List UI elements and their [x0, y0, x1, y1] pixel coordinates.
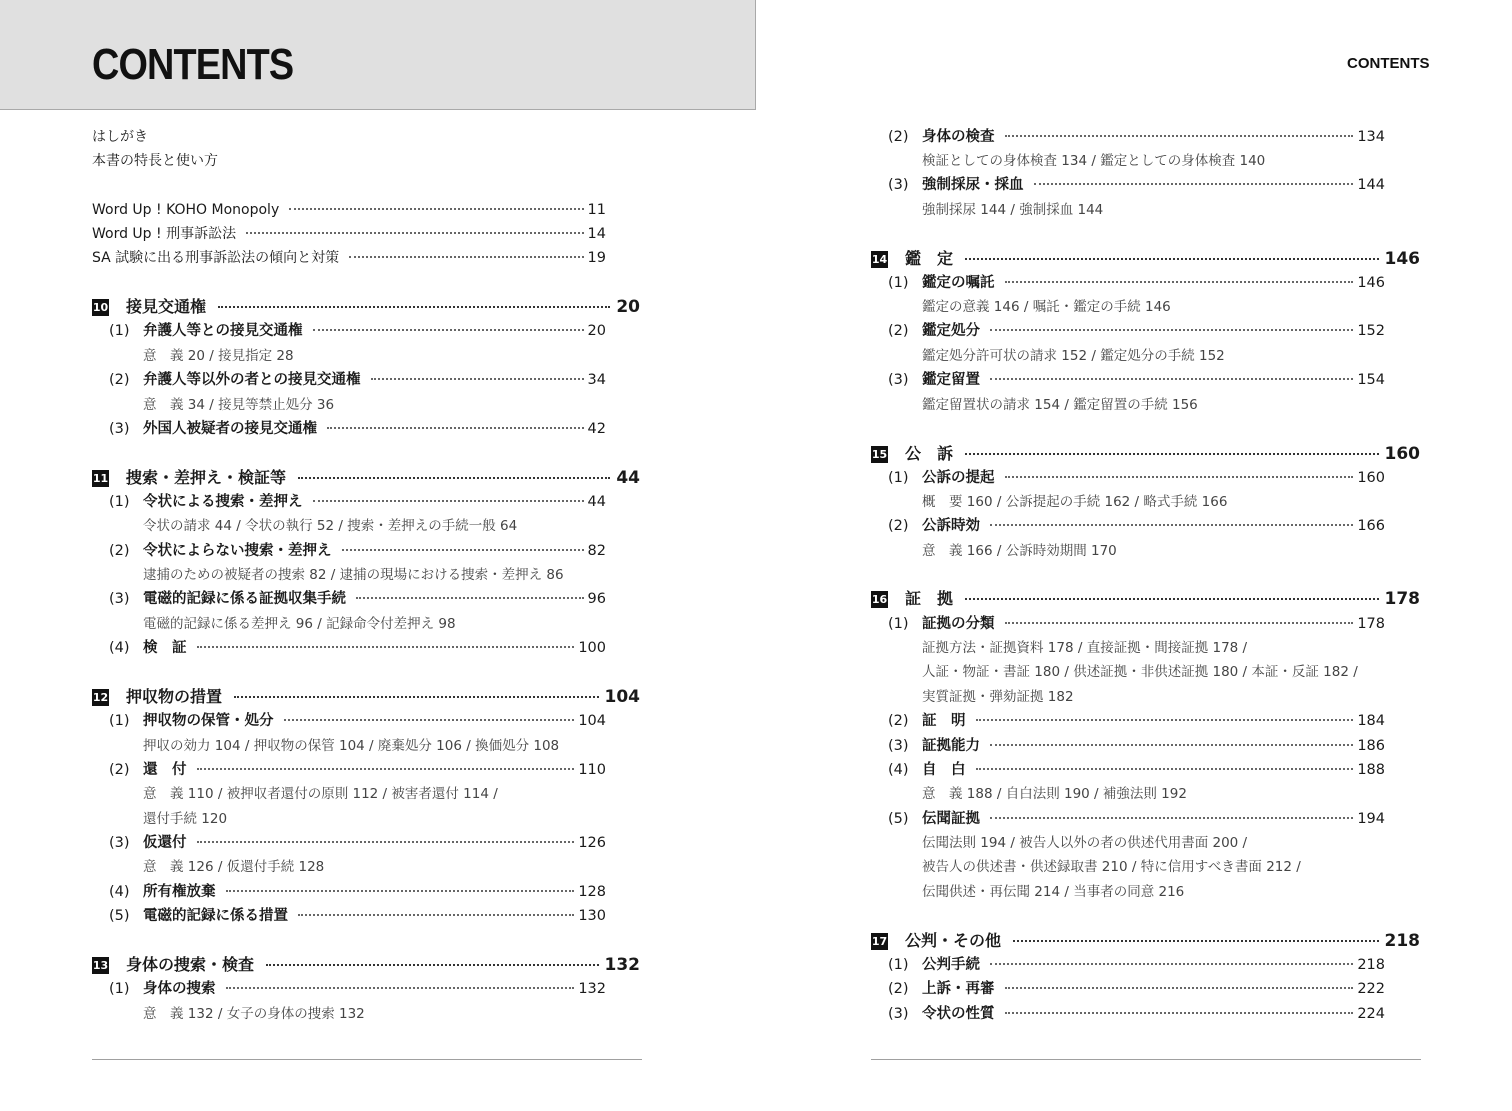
leader-dots	[1005, 281, 1354, 283]
section-entry[interactable]	[109, 587, 606, 611]
section-number: (3)	[109, 421, 130, 437]
leader-dots	[342, 549, 584, 551]
subsection-list: 鑑定処分許可状の請求 152 / 鑑定処分の手続 152	[922, 348, 1225, 364]
footer-rule-right	[871, 1059, 1421, 1060]
section-title: 公訴時効	[922, 518, 980, 534]
page-number: 130	[578, 908, 606, 924]
chapter-number-badge: 13	[92, 958, 109, 972]
leader-dots	[313, 329, 584, 331]
section-number: (5)	[109, 908, 130, 924]
page-number: 218	[1384, 931, 1420, 951]
page-number: 146	[1384, 249, 1420, 269]
section-entry[interactable]	[888, 368, 1385, 392]
section-number: (3)	[109, 591, 130, 607]
chapter-number-badge: 16	[871, 592, 888, 606]
page-number: 11	[587, 202, 606, 218]
page-number: 152	[1357, 323, 1385, 339]
leader-dots	[349, 256, 583, 258]
leader-dots	[327, 427, 584, 429]
section-entry[interactable]	[109, 417, 606, 441]
section-title: 押収物の保管・処分	[143, 713, 274, 729]
section-number: (3)	[109, 835, 130, 851]
section-title: 証拠の分類	[922, 616, 995, 632]
section-title: 自 白	[922, 762, 966, 778]
toc-front-item[interactable]	[92, 198, 606, 222]
section-entry[interactable]	[888, 734, 1385, 758]
leader-dots	[313, 500, 584, 502]
subsection-list: 鑑定留置状の請求 154 / 鑑定留置の手続 156	[922, 397, 1198, 413]
subsection-list: 強制採尿 144 / 強制採血 144	[922, 202, 1104, 218]
toc-front-item[interactable]	[92, 246, 606, 270]
section-title: 所有権放棄	[143, 884, 216, 900]
page-number: 132	[578, 981, 606, 997]
leader-dots	[284, 719, 575, 721]
leader-dots	[1013, 940, 1378, 942]
section-entry[interactable]	[109, 636, 606, 660]
page-number: 19	[587, 250, 606, 266]
chapter-title: 公判・その他	[905, 931, 1002, 950]
section-entry[interactable]	[888, 758, 1385, 782]
leader-dots	[965, 598, 1378, 600]
chapter-number-badge: 10	[92, 300, 109, 314]
section-entry[interactable]	[888, 953, 1385, 977]
leader-dots	[1005, 476, 1354, 478]
section-entry[interactable]	[888, 977, 1385, 1001]
chapter-title: 身体の捜索・検査	[126, 955, 255, 974]
section-title: 身体の捜索	[143, 981, 216, 997]
page-number: 166	[1357, 518, 1385, 534]
leader-dots	[990, 329, 1353, 331]
chapter-title: 接見交通権	[126, 297, 207, 316]
page-number: 44	[616, 468, 640, 488]
section-entry[interactable]	[109, 880, 606, 904]
page-number: 132	[604, 955, 640, 975]
section-title: 令状の性質	[922, 1006, 995, 1022]
leader-dots	[289, 208, 583, 210]
section-number: (1)	[109, 323, 130, 339]
subsection-list: 概 要 160 / 公訴提起の手続 162 / 略式手続 166	[922, 494, 1228, 510]
section-entry[interactable]	[888, 271, 1385, 295]
leader-dots	[976, 719, 1354, 721]
leader-dots	[990, 524, 1353, 526]
page-number: 160	[1357, 470, 1385, 486]
page-number: 144	[1357, 177, 1385, 193]
section-title: 弁護人等以外の者との接見交通権	[143, 372, 361, 388]
section-number: (4)	[888, 762, 909, 778]
section-title: 還 付	[143, 762, 187, 778]
subsection-list: 意 義 34 / 接見等禁止処分 36	[143, 397, 335, 413]
page-number: 160	[1384, 444, 1420, 464]
section-entry[interactable]	[888, 125, 1385, 149]
leader-dots	[298, 914, 574, 916]
subsection-list: 意 義 20 / 接見指定 28	[143, 348, 294, 364]
leader-dots	[990, 378, 1353, 380]
subsection-list: 鑑定の意義 146 / 嘱託・鑑定の手続 146	[922, 299, 1171, 315]
section-entry[interactable]	[109, 977, 606, 1001]
section-title: 身体の検査	[922, 129, 995, 145]
subsection-list: 押収の効力 104 / 押収物の保管 104 / 廃棄処分 106 / 換価処分 108	[143, 738, 560, 754]
leader-dots	[965, 258, 1378, 260]
chapter-title: 公 訴	[905, 444, 954, 463]
section-entry[interactable]	[109, 758, 606, 782]
section-title: 鑑定の嘱託	[922, 275, 995, 291]
section-entry[interactable]	[109, 319, 606, 343]
section-entry[interactable]	[109, 904, 606, 928]
chapter-title: 捜索・差押え・検証等	[126, 468, 287, 487]
page-number: 128	[578, 884, 606, 900]
page-number: 178	[1357, 616, 1385, 632]
page-number: 100	[578, 640, 606, 656]
section-number: (2)	[888, 323, 909, 339]
chapter-heading[interactable]	[92, 295, 640, 319]
section-number: (3)	[888, 372, 909, 388]
section-number: (2)	[888, 518, 909, 534]
section-entry[interactable]	[888, 319, 1385, 343]
section-title: 電磁的記録に係る措置	[143, 908, 288, 924]
leader-dots	[266, 964, 598, 966]
leader-dots	[226, 890, 575, 892]
section-title: 検 証	[143, 640, 187, 656]
leader-dots	[246, 232, 583, 234]
page-number: 96	[587, 591, 606, 607]
page-number: 154	[1357, 372, 1385, 388]
page-number: 146	[1357, 275, 1385, 291]
subsection-list: 意 義 188 / 自白法則 190 / 補強法則 192	[922, 786, 1187, 802]
page-number: 194	[1357, 811, 1385, 827]
page-number: 20	[616, 297, 640, 317]
chapter-heading[interactable]	[871, 247, 1420, 271]
section-number: (2)	[888, 981, 909, 997]
page-number: 126	[578, 835, 606, 851]
section-title: 外国人被疑者の接見交通権	[143, 421, 317, 437]
subsection-list: 伝聞供述・再伝聞 214 / 当事者の同意 216	[922, 884, 1185, 900]
section-title: 令状による捜索・差押え	[143, 494, 303, 510]
page-number: 134	[1357, 129, 1385, 145]
section-title: 公判手続	[922, 957, 980, 973]
chapter-number-badge: 12	[92, 690, 109, 704]
leader-dots	[1005, 622, 1354, 624]
footer-rule-left	[92, 1059, 642, 1060]
section-entry[interactable]	[888, 173, 1385, 197]
section-number: (1)	[109, 713, 130, 729]
section-number: (1)	[888, 275, 909, 291]
leader-dots	[990, 744, 1353, 746]
page-number: 218	[1357, 957, 1385, 973]
section-title: 上訴・再審	[922, 981, 995, 997]
leader-dots	[356, 597, 584, 599]
section-number: (2)	[109, 762, 130, 778]
section-entry[interactable]	[888, 612, 1385, 636]
page-number: 20	[587, 323, 606, 339]
leader-dots	[197, 841, 575, 843]
section-title: 令状によらない捜索・差押え	[143, 543, 332, 559]
front-item-title: SA 試験に出る刑事訴訟法の傾向と対策	[92, 250, 340, 266]
section-entry[interactable]	[109, 831, 606, 855]
chapter-heading[interactable]	[92, 685, 640, 709]
section-title: 証 明	[922, 713, 966, 729]
section-entry[interactable]	[109, 368, 606, 392]
page-number: 178	[1384, 589, 1420, 609]
section-title: 公訴の提起	[922, 470, 995, 486]
section-number: (4)	[109, 640, 130, 656]
leader-dots	[197, 768, 575, 770]
section-number: (1)	[888, 957, 909, 973]
leader-dots	[1034, 183, 1354, 185]
section-number: (1)	[888, 470, 909, 486]
section-entry[interactable]	[888, 1002, 1385, 1026]
chapter-number-badge: 17	[871, 934, 888, 948]
chapter-heading[interactable]	[92, 953, 640, 977]
section-number: (3)	[888, 1006, 909, 1022]
section-entry[interactable]	[109, 490, 606, 514]
chapter-heading[interactable]	[871, 587, 1420, 611]
page-number: 34	[587, 372, 606, 388]
chapter-title: 鑑 定	[905, 249, 954, 268]
front-item-title: Word Up ! 刑事訴訟法	[92, 226, 237, 242]
leader-dots	[965, 453, 1378, 455]
leader-dots	[197, 646, 575, 648]
subsection-list: 証拠方法・証拠資料 178 / 直接証拠・間接証拠 178 /	[922, 640, 1248, 656]
section-number: (3)	[888, 177, 909, 193]
subsection-list: 意 義 126 / 仮還付手続 128	[143, 859, 325, 875]
page-title: CONTENTS	[92, 40, 294, 89]
front-item-title: Word Up ! KOHO Monopoly	[92, 202, 280, 218]
toc-how-to-use[interactable]: 本書の特長と使い方	[92, 153, 218, 169]
section-title: 電磁的記録に係る証拠収集手続	[143, 591, 346, 607]
subsection-list: 還付手続 120	[143, 811, 228, 827]
subsection-list: 電磁的記録に係る差押え 96 / 記録命令付差押え 98	[143, 616, 456, 632]
section-number: (2)	[109, 543, 130, 559]
chapter-heading[interactable]	[871, 442, 1420, 466]
section-title: 仮還付	[143, 835, 187, 851]
chapter-number-badge: 14	[871, 252, 888, 266]
page-number: 186	[1357, 738, 1385, 754]
section-number: (5)	[888, 811, 909, 827]
section-title: 鑑定処分	[922, 323, 980, 339]
section-entry[interactable]	[888, 514, 1385, 538]
section-number: (3)	[888, 738, 909, 754]
page-number: 224	[1357, 1006, 1385, 1022]
subsection-list: 意 義 110 / 被押収者還付の原則 112 / 被害者還付 114 /	[143, 786, 498, 802]
subsection-list: 実質証拠・弾劾証拠 182	[922, 689, 1074, 705]
chapter-number-badge: 15	[871, 447, 888, 461]
section-number: (2)	[109, 372, 130, 388]
page-number: 222	[1357, 981, 1385, 997]
page-number: 14	[587, 226, 606, 242]
section-number: (1)	[109, 494, 130, 510]
chapter-title: 押収物の措置	[126, 687, 223, 706]
page-number: 44	[587, 494, 606, 510]
section-number: (2)	[888, 713, 909, 729]
subsection-list: 伝聞法則 194 / 被告人以外の者の供述代用書面 200 /	[922, 835, 1248, 851]
leader-dots	[371, 378, 584, 380]
running-head: CONTENTS	[1347, 55, 1430, 72]
section-title: 弁護人等との接見交通権	[143, 323, 303, 339]
leader-dots	[1005, 1012, 1354, 1014]
section-number: (2)	[888, 129, 909, 145]
section-title: 強制採尿・採血	[922, 177, 1024, 193]
leader-dots	[298, 477, 610, 479]
leader-dots	[990, 963, 1353, 965]
subsection-list: 人証・物証・書証 180 / 供述証拠・非供述証拠 180 / 本証・反証 182 /	[922, 664, 1358, 680]
page-number: 188	[1357, 762, 1385, 778]
toc-preface[interactable]: はしがき	[92, 129, 148, 145]
toc-front-item[interactable]	[92, 222, 606, 246]
leader-dots	[976, 768, 1354, 770]
leader-dots	[990, 817, 1353, 819]
section-title: 証拠能力	[922, 738, 980, 754]
subsection-list: 検証としての身体検査 134 / 鑑定としての身体検査 140	[922, 153, 1266, 169]
page-number: 82	[587, 543, 606, 559]
chapter-heading[interactable]	[92, 466, 640, 490]
section-number: (1)	[888, 616, 909, 632]
leader-dots	[226, 987, 575, 989]
leader-dots	[1005, 135, 1354, 137]
section-number: (1)	[109, 981, 130, 997]
subsection-list: 逮捕のための被疑者の捜索 82 / 逮捕の現場における捜索・差押え 86	[143, 567, 564, 583]
section-entry[interactable]	[888, 807, 1385, 831]
chapter-title: 証 拠	[905, 589, 954, 608]
section-entry[interactable]	[109, 709, 606, 733]
section-entry[interactable]	[888, 709, 1385, 733]
subsection-list: 令状の請求 44 / 令状の執行 52 / 捜索・差押えの手続一般 64	[143, 518, 518, 534]
chapter-heading[interactable]	[871, 929, 1420, 953]
page-number: 104	[578, 713, 606, 729]
page-number: 104	[604, 687, 640, 707]
subsection-list: 被告人の供述書・供述録取書 210 / 特に信用すべき書面 212 /	[922, 859, 1301, 875]
page-number: 42	[587, 421, 606, 437]
leader-dots	[1005, 987, 1354, 989]
page-number: 184	[1357, 713, 1385, 729]
section-title: 伝聞証拠	[922, 811, 980, 827]
section-entry[interactable]	[888, 466, 1385, 490]
chapter-number-badge: 11	[92, 471, 109, 485]
page-number: 110	[578, 762, 606, 778]
leader-dots	[234, 696, 598, 698]
section-number: (4)	[109, 884, 130, 900]
leader-dots	[218, 306, 610, 308]
subsection-list: 意 義 132 / 女子の身体の捜索 132	[143, 1006, 365, 1022]
subsection-list: 意 義 166 / 公訴時効期間 170	[922, 543, 1117, 559]
section-title: 鑑定留置	[922, 372, 980, 388]
section-entry[interactable]	[109, 539, 606, 563]
